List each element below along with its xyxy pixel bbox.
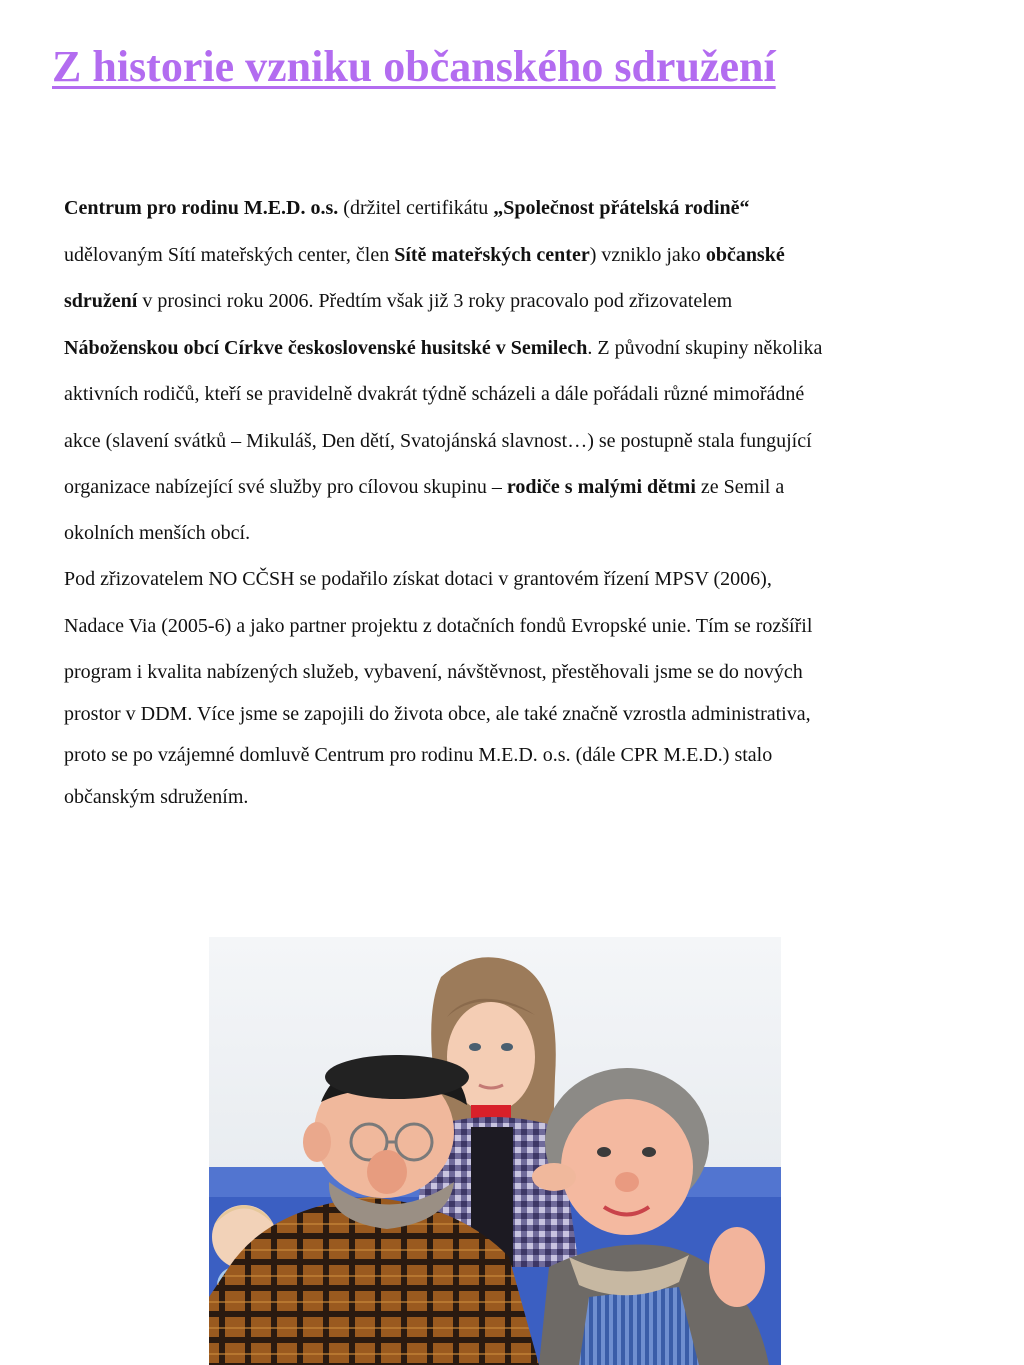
- target-group: rodiče s malými dětmi: [506, 476, 696, 498]
- paragraph-2-line-2: Nadace Via (2005-6) a jako partner projektu z dotačních fondů Evropské unie. Tím se rozšířil: [64, 615, 813, 637]
- network-name: Sítě mateřských center: [394, 244, 590, 266]
- certificate-name: „Společnost přátelská rodině“: [493, 197, 750, 219]
- paragraph-2-line-5: proto se po vzájemné domluvě Centrum pro rodinu M.E.D. o.s. (dále CPR M.E.D.) stalo: [64, 744, 773, 766]
- paragraph-2-line-3: program i kvalita nabízených služeb, vybavení, návštěvnost, přestěhovali jsme se do nových: [64, 661, 803, 683]
- org-name: Centrum pro rodinu M.E.D. o.s.: [64, 197, 339, 219]
- paragraph-2-line-4: prostor v DDM. Více jsme se zapojili do života obce, ale také značně vzrostla administrativa,: [64, 703, 811, 725]
- page-title: Z historie vzniku občanského sdružení: [52, 42, 776, 91]
- photo-girl-with-puppets: [209, 937, 781, 1365]
- paragraph-1-line-5: aktivních rodičů, kteří se pravidelně dvakrát týdně scházeli a dále pořádali různé mimořádné: [64, 383, 805, 405]
- paragraph-2-line-6: občanským sdružením.: [64, 786, 249, 808]
- paragraph-1-line-3: sdružení v prosinci roku 2006. Předtím však již 3 roky pracovalo pod zřizovatelem: [64, 290, 733, 312]
- civic-association-term-2: sdružení: [64, 290, 138, 312]
- paragraph-1-line-1: Centrum pro rodinu M.E.D. o.s. (držitel certifikátu „Společnost přátelská rodině“: [64, 197, 750, 219]
- paragraph-1-line-2: udělovaným Sítí mateřských center, člen Sítě mateřských center) vzniklo jako občanské: [64, 244, 785, 266]
- paragraph-1-line-7: organizace nabízející své služby pro cílovou skupinu – rodiče s malými dětmi ze Semil a: [64, 476, 785, 498]
- paragraph-1-line-4: Náboženskou obcí Církve československé husitské v Semilech. Z původní skupiny několika: [64, 337, 823, 359]
- church-name: Náboženskou obcí Církve československé husitské v Semilech: [64, 337, 588, 359]
- paragraph-2-line-1: Pod zřizovatelem NO CČSH se podařilo získat dotaci v grantovém řízení MPSV (2006),: [64, 568, 772, 590]
- paragraph-1-line-6: akce (slavení svátků – Mikuláš, Den dětí, Svatojánská slavnost…) se postupně stala fungující: [64, 430, 812, 452]
- paragraph-1-line-8: okolních menších obcí.: [64, 522, 251, 544]
- civic-association-term: občanské: [705, 244, 785, 266]
